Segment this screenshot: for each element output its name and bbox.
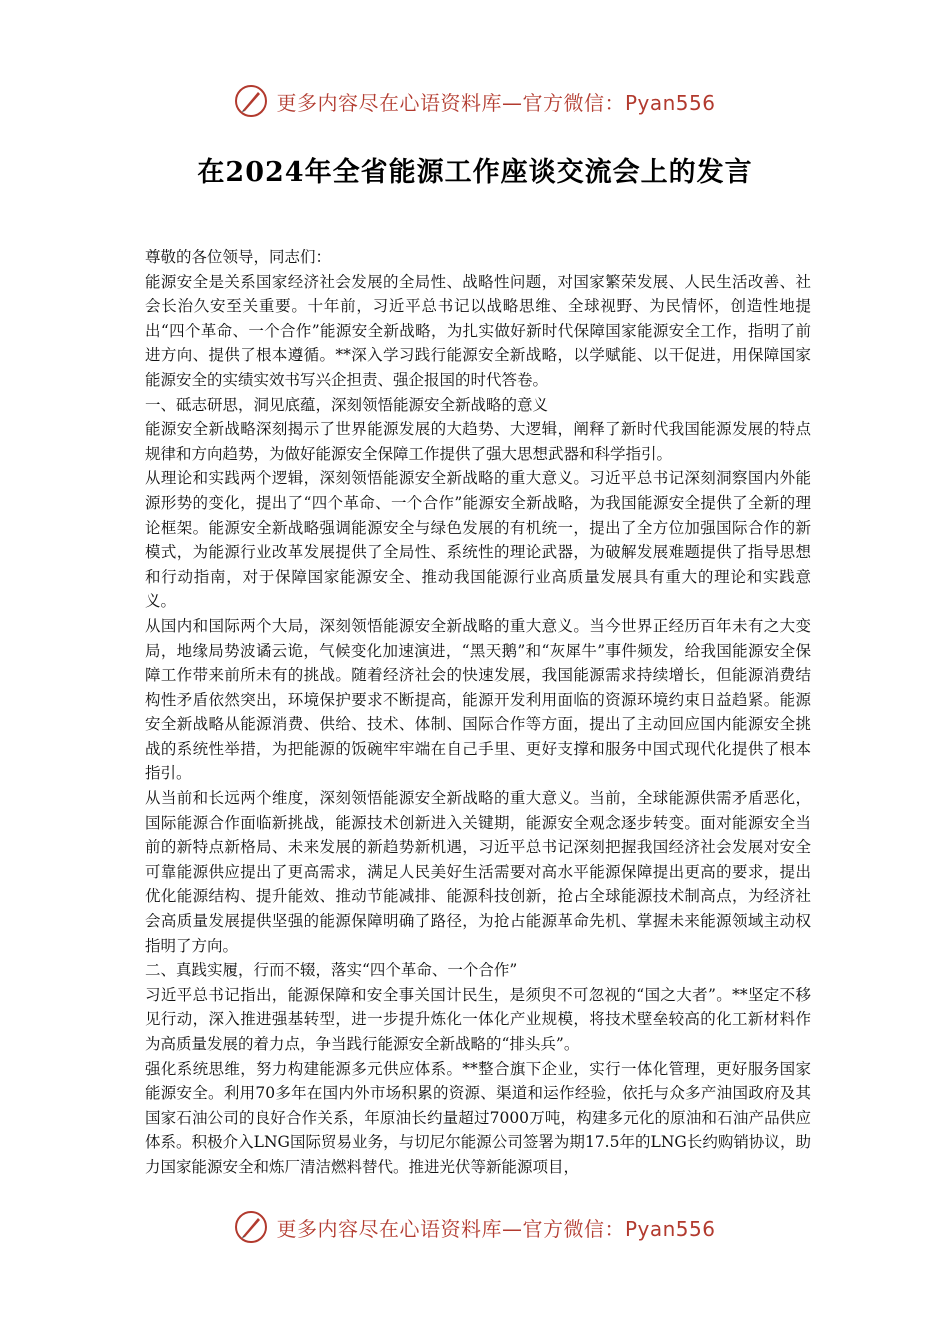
paragraph: 从当前和长远两个维度，深刻领悟能源安全新战略的重大意义。当前，全球能源供需矛盾恶化，国际能源合作面临新挑战，能源技术创新进入关键期，能源安全观念逐步转变。面对能源安全当前的新特点新格局、未来发展的新趋势新机遇，习近平总书记深刻把握我国经济社会发展对安全可靠能源供应提出了更高需求，满足人民美好生活需要对高水平能源保障提出更高的要求，提出优化能源结构、提升能效、推动节能减排、能源科技创新，抢占全球能源技术制高点，为经济社会高质量发展提供坚强的能源保障明确了路径，为抢占能源革命先机、掌握未来能源领域主动权指明了方向。 [145,789,811,955]
section-heading: 一、砥志研思，洞见底蕴，深刻领悟能源安全新战略的意义 [145,395,549,414]
banner-text: 更多内容尽在心语资料库—官方微信：Pyan556 [276,90,716,115]
paragraph: 能源安全新战略深刻揭示了世界能源发展的大趋势、大逻辑，阐释了新时代我国能源发展的特点规律和方向趋势，为做好能源安全保障工作提供了强大思想武器和科学指引。 [145,420,811,463]
paragraph: 强化系统思维，努力构建能源多元供应体系。**整合旗下企业，实行一体化管理，更好服务国家能源安全。利用70多年在国内外市场积累的资源、渠道和运作经验，依托与众多产油国政府及其国家石油公司的良好合作关系，年原油长约量超过7000万吨，构建多元化的原油和石油产品供应体系。积极介入LNG国际贸易业务，与切尼尔能源公司签署为期17.5年的LNG长约购销协议，助力国家能源安全和炼厂清洁燃料替代。推进光伏等新能源项目， [145,1059,811,1176]
section-heading: 二、真践实履，行而不辍，落实“四个革命、一个合作” [145,961,518,980]
paragraph: 从国内和国际两个大局，深刻领悟能源安全新战略的重大意义。当今世界正经历百年未有之大变局，地缘局势波谲云诡，气候变化加速演进，“黑天鹅”和“灰犀牛”事件频发，给我国能源安全保障工作带来前所未有的挑战。随着经济社会的快速发展，我国能源需求持续增长，但能源消费结构性矛盾依然突出，环境保护要求不断提高，能源开发利用面临的资源环境约束日益趋紧。能源安全新战略从能源消费、供给、技术、体制、国际合作等方面，提出了主动回应国内能源安全挑战的系统性举措，为把能源的饭碗牢牢端在自己手里、更好支撑和服务中国式现代化提供了根本指引。 [145,616,811,783]
paragraph: 习近平总书记指出，能源保障和安全事关国计民生，是须臾不可忽视的“国之大者”。**坚定不移见行动，深入推进强基转型，进一步提升炼化一体化产业规模，将技术壁垒较高的化工新材料作为高质量发展的着力点，争当践行能源安全新战略的“排头兵”。 [145,985,811,1053]
header-banner [0,84,950,118]
quill-pen-icon [234,1210,268,1244]
paragraph: 从理论和实践两个逻辑，深刻领悟能源安全新战略的重大意义。习近平总书记深刻洞察国内外能源形势的变化，提出了“四个革命、一个合作”能源安全新战略，为我国能源安全提供了全新的理论框架。能源安全新战略强调能源安全与绿色发展的有机统一，提出了全方位加强国际合作的新模式，为能源行业改革发展提供了全局性、系统性的理论武器，为破解发展难题提供了指导思想和行动指南，对于保障国家能源安全、推动我国能源行业高质量发展具有重大的理论和实践意义。 [145,469,811,611]
document-body [145,245,811,1180]
footer-banner [0,1210,950,1244]
banner-text: 更多内容尽在心语资料库—官方微信：Pyan556 [276,1216,716,1241]
paragraph: 能源安全是关系国家经济社会发展的全局性、战略性问题，对国家繁荣发展、人民生活改善、社会长治久安至关重要。十年前，习近平总书记以战略思维、全球视野、为民情怀，创造性地提出“四个革命、一个合作”能源安全新战略，为扎实做好新时代保障国家能源安全工作，指明了前进方向、提供了根本遵循。**深入学习践行能源安全新战略，以学赋能、以干促进，用保障国家能源安全的实绩实效书写兴企担责、强企报国的时代答卷。 [145,272,811,389]
quill-pen-icon [234,84,268,118]
document-title: 在2024年全省能源工作座谈交流会上的发言 [197,157,753,188]
salutation: 尊敬的各位领导，同志们： [145,248,332,266]
